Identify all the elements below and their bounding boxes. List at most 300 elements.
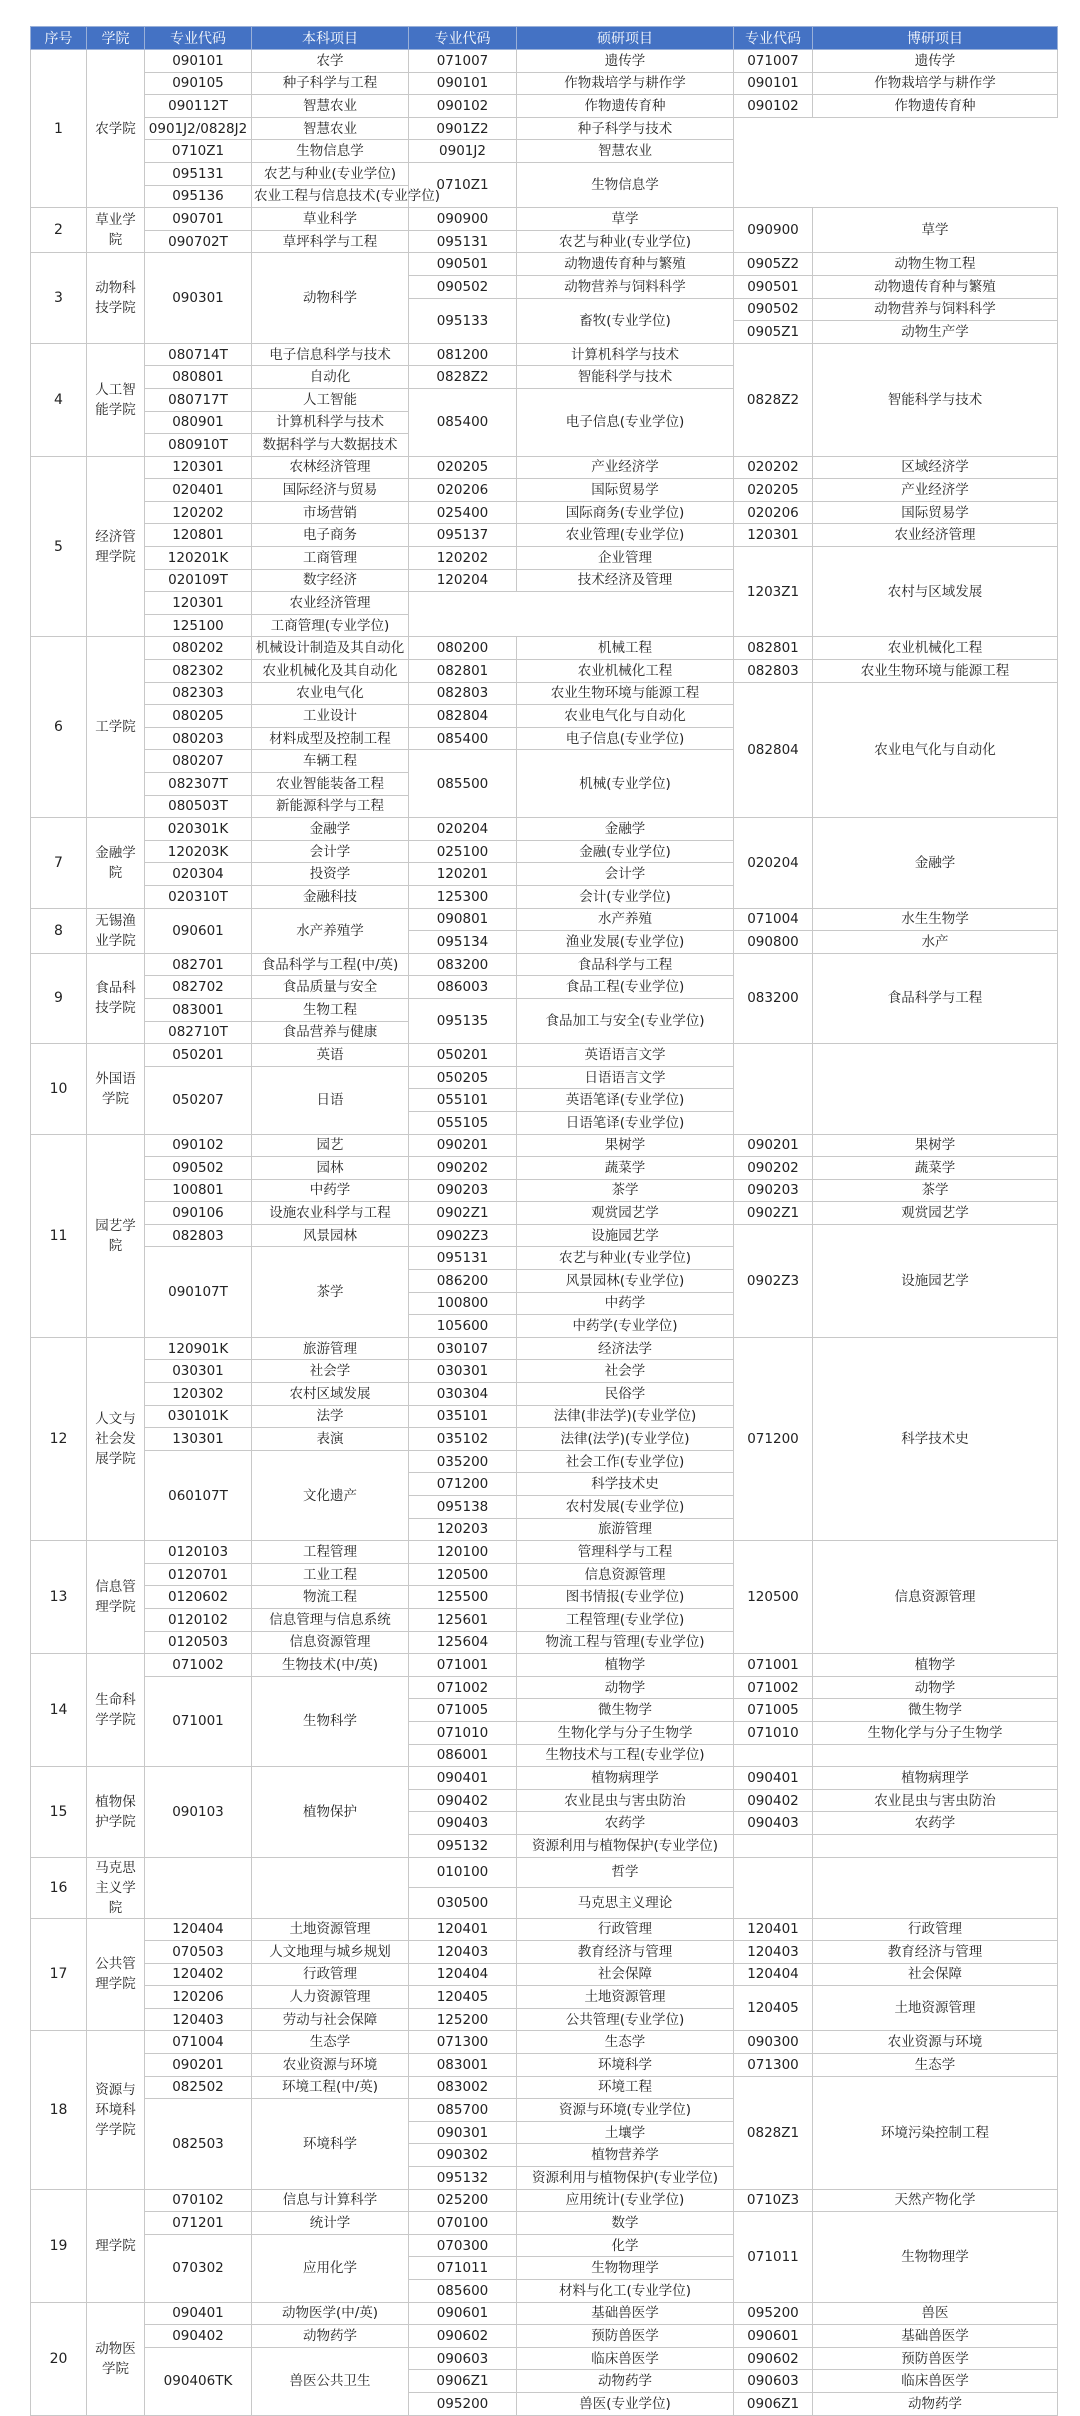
college-name-cell: 植物保护学院 xyxy=(87,1767,145,1857)
ms-code-cell: 090501 xyxy=(409,253,517,276)
phd-program-cell: 天然产物化学 xyxy=(813,2189,1058,2212)
ms-code-cell: 030107 xyxy=(409,1337,517,1360)
table-row xyxy=(31,660,1058,683)
ms-code-cell: 120500 xyxy=(409,1563,517,1586)
phd-program-cell xyxy=(813,1834,1058,1857)
ug-code-cell: 090112T xyxy=(145,95,252,118)
seq-cell: 1 xyxy=(31,50,87,208)
ms-code-cell: 095134 xyxy=(409,931,517,954)
table-row xyxy=(31,1134,1058,1157)
table-row xyxy=(31,2212,1058,2235)
phd-code-cell: 120404 xyxy=(734,1963,813,1986)
ug-program-cell: 动物医学(中/英) xyxy=(252,2302,409,2325)
ms-program-cell: 农业电气化与自动化 xyxy=(517,705,734,728)
seq-cell: 3 xyxy=(31,253,87,343)
seq-cell: 2 xyxy=(31,208,87,253)
ms-program-cell: 金融学 xyxy=(517,818,734,841)
ms-code-cell: 0828Z2 xyxy=(409,366,517,389)
seq-cell: 14 xyxy=(31,1654,87,1767)
ug-code-cell xyxy=(145,1857,252,1918)
phd-code-cell: 071007 xyxy=(734,50,813,73)
ug-program-cell: 环境工程(中/英) xyxy=(252,2076,409,2099)
ms-program-cell: 日语笔译(专业学位) xyxy=(517,1111,734,1134)
ms-code-cell: 095132 xyxy=(409,2167,517,2190)
ms-code-cell: 095133 xyxy=(409,298,517,343)
phd-program-cell: 茶学 xyxy=(813,1179,1058,1202)
ms-code-cell: 085700 xyxy=(409,2099,517,2122)
phd-code-cell: 082804 xyxy=(734,682,813,818)
ms-code-cell: 095138 xyxy=(409,1496,517,1519)
table-row xyxy=(31,908,1058,931)
ug-code-cell: 120301 xyxy=(145,456,252,479)
ms-code-cell: 120202 xyxy=(409,547,517,570)
ms-code-cell: 090401 xyxy=(409,1767,517,1790)
ms-program-cell: 动物营养与饲料科学 xyxy=(517,275,734,298)
ug-program-cell: 工商管理 xyxy=(252,547,409,570)
college-name-cell: 外国语学院 xyxy=(87,1044,145,1134)
ug-program-cell: 食品营养与健康 xyxy=(252,1021,409,1044)
ms-program-cell: 农药学 xyxy=(517,1812,734,1835)
ug-code-cell: 0120102 xyxy=(145,1608,252,1631)
phd-code-cell: 090102 xyxy=(734,95,813,118)
seq-cell: 4 xyxy=(31,343,87,456)
ms-program-cell: 英语笔译(专业学位) xyxy=(517,1089,734,1112)
ms-code-cell: 120401 xyxy=(409,1918,517,1941)
phd-code-cell xyxy=(734,1857,813,1918)
ms-code-cell: 085500 xyxy=(409,750,517,818)
ug-code-cell: 090105 xyxy=(145,72,252,95)
table-row xyxy=(31,456,1058,479)
table-row xyxy=(31,818,1058,841)
table-row xyxy=(31,1918,1058,1941)
ms-code-cell: 086003 xyxy=(409,976,517,999)
ms-program-cell: 工商管理(专业学位) xyxy=(252,614,409,637)
table-row xyxy=(31,72,1058,95)
ms-program-cell: 机械工程 xyxy=(517,637,734,660)
ug-code-cell: 071002 xyxy=(145,1654,252,1677)
table-row xyxy=(31,1202,1058,1225)
ug-program-cell: 信息资源管理 xyxy=(252,1631,409,1654)
ug-code-cell: 083001 xyxy=(145,998,252,1021)
ug-code-cell: 080503T xyxy=(145,795,252,818)
phd-code-cell: 090401 xyxy=(734,1767,813,1790)
table-row xyxy=(31,1767,1058,1790)
ug-code-cell: 082307T xyxy=(145,773,252,796)
ug-code-cell: 090502 xyxy=(145,1157,252,1180)
phd-program-cell: 行政管理 xyxy=(813,1918,1058,1941)
ms-code-cell: 100800 xyxy=(409,1292,517,1315)
ms-program-cell: 微生物学 xyxy=(517,1699,734,1722)
ug-code-cell: 020109T xyxy=(145,569,252,592)
ms-code-cell: 071007 xyxy=(409,50,517,73)
phd-program-cell: 作物遗传育种 xyxy=(813,95,1058,118)
header-ms-program: 硕研项目 xyxy=(517,27,734,50)
ms-code-cell: 0906Z1 xyxy=(409,2370,517,2393)
ms-code-cell: 050201 xyxy=(409,1044,517,1067)
ms-program-cell: 国际贸易学 xyxy=(517,479,734,502)
ug-code-cell: 120403 xyxy=(145,2008,252,2031)
ms-code-cell: 120404 xyxy=(409,1963,517,1986)
phd-code-cell: 090402 xyxy=(734,1789,813,1812)
phd-code-cell: 090201 xyxy=(734,1134,813,1157)
ug-program-cell: 新能源科学与工程 xyxy=(252,795,409,818)
ug-code-cell: 120203K xyxy=(145,840,252,863)
ug-code-cell: 120402 xyxy=(145,1963,252,1986)
phd-program-cell: 基础兽医学 xyxy=(813,2325,1058,2348)
ms-program-cell: 物流工程与管理(专业学位) xyxy=(517,1631,734,1654)
ug-program-cell: 会计学 xyxy=(252,840,409,863)
phd-program-cell: 临床兽医学 xyxy=(813,2370,1058,2393)
table-row xyxy=(31,1654,1058,1677)
ms-program-cell: 会计(专业学位) xyxy=(517,885,734,908)
ms-program-cell: 产业经济学 xyxy=(517,456,734,479)
phd-code-cell: 071010 xyxy=(734,1721,813,1744)
ug-program-cell: 风景园林 xyxy=(252,1224,409,1247)
ug-program-cell: 生物科学 xyxy=(252,1676,409,1766)
ms-code-cell: 090203 xyxy=(409,1179,517,1202)
ug-code-cell: 030101K xyxy=(145,1405,252,1428)
ug-code-cell: 020301K xyxy=(145,818,252,841)
phd-code-cell: 0901J2 xyxy=(409,140,517,163)
ms-code-cell: 086001 xyxy=(409,1744,517,1767)
phd-program-cell: 国际贸易学 xyxy=(813,501,1058,524)
ug-program-cell: 市场营销 xyxy=(252,501,409,524)
table-row xyxy=(31,140,1058,163)
phd-code-cell: 0710Z1 xyxy=(409,162,517,207)
phd-code-cell: 020205 xyxy=(734,479,813,502)
college-name-cell: 马克思主义学院 xyxy=(87,1857,145,1918)
phd-code-cell: 120500 xyxy=(734,1541,813,1654)
ms-code-cell: 090900 xyxy=(409,208,517,231)
ug-code-cell: 120201K xyxy=(145,547,252,570)
header-row xyxy=(31,27,1058,50)
seq-cell: 13 xyxy=(31,1541,87,1654)
phd-program-cell: 农业经济管理 xyxy=(813,524,1058,547)
ms-program-cell: 法律(法学)(专业学位) xyxy=(517,1428,734,1451)
table-row xyxy=(31,2031,1058,2054)
ug-program-cell: 计算机科学与技术 xyxy=(252,411,409,434)
ms-code-cell: 035102 xyxy=(409,1428,517,1451)
ug-program-cell: 国际经济与贸易 xyxy=(252,479,409,502)
ms-program-cell: 应用统计(专业学位) xyxy=(517,2189,734,2212)
ms-program-cell: 生物信息学 xyxy=(252,140,409,163)
ms-code-cell: 071011 xyxy=(409,2257,517,2280)
ms-code-cell: 095131 xyxy=(409,1247,517,1270)
ms-program-cell: 作物栽培学与耕作学 xyxy=(517,72,734,95)
table-row xyxy=(31,162,1058,185)
ms-program-cell: 行政管理 xyxy=(517,1918,734,1941)
phd-code-cell: 0905Z2 xyxy=(734,253,813,276)
ms-code-cell: 090603 xyxy=(409,2347,517,2370)
phd-code-cell: 120403 xyxy=(734,1941,813,1964)
ms-program-cell: 法律(非法学)(专业学位) xyxy=(517,1405,734,1428)
college-name-cell: 人文与社会发展学院 xyxy=(87,1337,145,1540)
ug-program-cell: 电子商务 xyxy=(252,524,409,547)
table-row xyxy=(31,524,1058,547)
ms-program-cell: 食品工程(专业学位) xyxy=(517,976,734,999)
phd-program-cell: 土地资源管理 xyxy=(813,1986,1058,2031)
ms-program-cell: 中药学 xyxy=(517,1292,734,1315)
phd-program-cell: 动物药学 xyxy=(813,2392,1058,2415)
phd-program-cell: 食品科学与工程 xyxy=(813,953,1058,1043)
ms-code-cell: 095136 xyxy=(145,185,252,208)
ms-code-cell: 090602 xyxy=(409,2325,517,2348)
ms-code-cell: 080200 xyxy=(409,637,517,660)
ug-code-cell: 070302 xyxy=(145,2234,252,2302)
ms-code-cell: 125500 xyxy=(409,1586,517,1609)
ug-code-cell: 120901K xyxy=(145,1337,252,1360)
phd-code-cell: 071200 xyxy=(734,1337,813,1540)
seq-cell: 7 xyxy=(31,818,87,908)
college-name-cell: 园艺学院 xyxy=(87,1134,145,1337)
ms-program-cell: 民俗学 xyxy=(517,1383,734,1406)
ug-program-cell: 金融科技 xyxy=(252,885,409,908)
ug-code-cell: 0120602 xyxy=(145,1586,252,1609)
ms-code-cell: 010100 xyxy=(409,1857,517,1888)
ug-program-cell: 旅游管理 xyxy=(252,1337,409,1360)
ug-program-cell: 法学 xyxy=(252,1405,409,1428)
ms-code-cell: 0710Z1 xyxy=(145,140,252,163)
ms-code-cell: 035101 xyxy=(409,1405,517,1428)
table-row xyxy=(31,2189,1058,2212)
ms-program-cell: 资源与环境(专业学位) xyxy=(517,2099,734,2122)
seq-cell: 17 xyxy=(31,1918,87,2031)
ms-program-cell: 遗传学 xyxy=(517,50,734,73)
ms-program-cell: 经济法学 xyxy=(517,1337,734,1360)
ms-program-cell: 动物药学 xyxy=(517,2370,734,2393)
table-row xyxy=(31,682,1058,705)
ms-code-cell: 125604 xyxy=(409,1631,517,1654)
ug-program-cell: 人工智能 xyxy=(252,388,409,411)
phd-code-cell: 083200 xyxy=(734,953,813,1043)
ms-program-cell: 旅游管理 xyxy=(517,1518,734,1541)
seq-cell: 5 xyxy=(31,456,87,637)
ug-program-cell: 动物药学 xyxy=(252,2325,409,2348)
ug-program-cell xyxy=(252,1857,409,1918)
ms-program-cell: 农业昆虫与害虫防治 xyxy=(517,1789,734,1812)
ug-code-cell: 070102 xyxy=(145,2189,252,2212)
major-program-table xyxy=(30,26,1058,2416)
ms-code-cell: 120100 xyxy=(409,1541,517,1564)
ug-program-cell: 劳动与社会保障 xyxy=(252,2008,409,2031)
ms-program-cell: 风景园林(专业学位) xyxy=(517,1270,734,1293)
ms-program-cell: 土壤学 xyxy=(517,2121,734,2144)
ug-program-cell: 工业设计 xyxy=(252,705,409,728)
table-row xyxy=(31,1941,1058,1964)
ms-code-cell: 083200 xyxy=(409,953,517,976)
ms-code-cell: 125100 xyxy=(145,614,252,637)
ug-program-cell: 工业工程 xyxy=(252,1563,409,1586)
phd-program-cell: 科学技术史 xyxy=(813,1337,1058,1540)
phd-program-cell: 农业昆虫与害虫防治 xyxy=(813,1789,1058,1812)
table-row xyxy=(31,2054,1058,2077)
ug-code-cell: 090402 xyxy=(145,2325,252,2348)
ug-program-cell: 兽医公共卫生 xyxy=(252,2347,409,2415)
college-name-cell: 公共管理学院 xyxy=(87,1918,145,2031)
ms-code-cell: 055101 xyxy=(409,1089,517,1112)
ms-program-cell: 农业管理(专业学位) xyxy=(517,524,734,547)
ms-program-cell: 农艺与种业(专业学位) xyxy=(517,230,734,253)
college-name-cell: 资源与环境科学学院 xyxy=(87,2031,145,2189)
ug-code-cell: 080717T xyxy=(145,388,252,411)
table-row xyxy=(31,2347,1058,2370)
seq-cell: 19 xyxy=(31,2189,87,2302)
table-row xyxy=(31,1676,1058,1699)
phd-code-cell: 071300 xyxy=(734,2054,813,2077)
ms-code-cell: 095131 xyxy=(145,162,252,185)
ug-code-cell: 0120701 xyxy=(145,1563,252,1586)
phd-code-cell: 090602 xyxy=(734,2347,813,2370)
ms-code-cell: 120204 xyxy=(409,569,517,592)
phd-program-cell: 产业经济学 xyxy=(813,479,1058,502)
ug-program-cell: 园艺 xyxy=(252,1134,409,1157)
ug-code-cell: 0120103 xyxy=(145,1541,252,1564)
phd-code-cell: 120301 xyxy=(734,524,813,547)
phd-program-cell: 教育经济与管理 xyxy=(813,1941,1058,1964)
ms-program-cell: 食品科学与工程 xyxy=(517,953,734,976)
ug-code-cell: 090107T xyxy=(145,1247,252,1337)
ms-code-cell: 090601 xyxy=(409,2302,517,2325)
ms-program-cell: 马克思主义理论 xyxy=(517,1888,734,1919)
ms-program-cell: 图书情报(专业学位) xyxy=(517,1586,734,1609)
phd-code-cell: 082801 xyxy=(734,637,813,660)
college-name-cell: 生命科学学院 xyxy=(87,1654,145,1767)
phd-code-cell: 090800 xyxy=(734,931,813,954)
phd-program-cell xyxy=(813,1044,1058,1134)
ms-program-cell: 计算机科学与技术 xyxy=(517,343,734,366)
ms-code-cell: 090502 xyxy=(409,275,517,298)
phd-program-cell: 生物物理学 xyxy=(813,2212,1058,2302)
ug-program-cell: 农林经济管理 xyxy=(252,456,409,479)
ms-program-cell: 金融(专业学位) xyxy=(517,840,734,863)
ug-program-cell: 植物保护 xyxy=(252,1767,409,1857)
table-row xyxy=(31,637,1058,660)
phd-code-cell xyxy=(734,1834,813,1857)
ms-code-cell: 095200 xyxy=(409,2392,517,2415)
ms-code-cell: 085600 xyxy=(409,2280,517,2303)
ms-program-cell: 日语语言文学 xyxy=(517,1066,734,1089)
phd-program-cell: 生物化学与分子生物学 xyxy=(813,1721,1058,1744)
ms-code-cell: 020205 xyxy=(409,456,517,479)
ug-program-cell: 人文地理与城乡规划 xyxy=(252,1941,409,1964)
ms-program-cell: 数学 xyxy=(517,2212,734,2235)
college-name-cell: 无锡渔业学院 xyxy=(87,908,145,953)
phd-program-cell: 区域经济学 xyxy=(813,456,1058,479)
ug-code-cell: 082710T xyxy=(145,1021,252,1044)
ms-program-cell: 畜牧(专业学位) xyxy=(517,298,734,343)
ug-code-cell: 090406TK xyxy=(145,2347,252,2415)
college-name-cell: 人工智能学院 xyxy=(87,343,145,456)
ug-code-cell: 080207 xyxy=(145,750,252,773)
phd-program-cell: 果树学 xyxy=(813,1134,1058,1157)
phd-program-cell: 种子科学与技术 xyxy=(517,117,734,140)
phd-code-cell: 090501 xyxy=(734,275,813,298)
phd-code-cell: 095200 xyxy=(734,2302,813,2325)
phd-program-cell xyxy=(813,1744,1058,1767)
phd-code-cell: 090203 xyxy=(734,1179,813,1202)
ms-code-cell: 0901J2/0828J2 xyxy=(145,117,252,140)
header-phd-code: 专业代码 xyxy=(734,27,813,50)
ms-code-cell: 020204 xyxy=(409,818,517,841)
phd-code-cell: 071002 xyxy=(734,1676,813,1699)
seq-cell: 11 xyxy=(31,1134,87,1337)
ms-program-cell: 哲学 xyxy=(517,1857,734,1888)
table-row xyxy=(31,253,1058,276)
ug-program-cell: 草业科学 xyxy=(252,208,409,231)
phd-program-cell: 设施园艺学 xyxy=(813,1224,1058,1337)
ms-code-cell: 025100 xyxy=(409,840,517,863)
phd-program-cell: 生态学 xyxy=(813,2054,1058,2077)
ms-program-cell: 设施园艺学 xyxy=(517,1224,734,1247)
ug-program-cell: 信息管理与信息系统 xyxy=(252,1608,409,1631)
ug-program-cell: 动物科学 xyxy=(252,253,409,343)
table-row xyxy=(31,208,1058,231)
ms-code-cell: 071010 xyxy=(409,1721,517,1744)
ms-code-cell: 0902Z3 xyxy=(409,1224,517,1247)
phd-code-cell: 090601 xyxy=(734,2325,813,2348)
ms-program-cell: 生物物理学 xyxy=(517,2257,734,2280)
ug-program-cell: 茶学 xyxy=(252,1247,409,1337)
ug-code-cell: 080801 xyxy=(145,366,252,389)
ug-code-cell: 080205 xyxy=(145,705,252,728)
ug-code-cell: 120202 xyxy=(145,501,252,524)
table-row xyxy=(31,1857,1058,1888)
ms-program-cell: 农业机械化工程 xyxy=(517,660,734,683)
ms-program-cell: 中药学(专业学位) xyxy=(517,1315,734,1338)
ug-program-cell: 智慧农业 xyxy=(252,95,409,118)
ms-code-cell: 090201 xyxy=(409,1134,517,1157)
table-row xyxy=(31,343,1058,366)
phd-code-cell: 082803 xyxy=(734,660,813,683)
ms-program-cell: 科学技术史 xyxy=(517,1473,734,1496)
phd-code-cell: 071005 xyxy=(734,1699,813,1722)
ug-program-cell: 农业机械化及其自动化 xyxy=(252,660,409,683)
college-name-cell: 农学院 xyxy=(87,50,145,208)
phd-program-cell: 蔬菜学 xyxy=(813,1157,1058,1180)
ms-program-cell: 茶学 xyxy=(517,1179,734,1202)
ug-code-cell: 020310T xyxy=(145,885,252,908)
ms-code-cell: 035200 xyxy=(409,1450,517,1473)
ms-code-cell: 125601 xyxy=(409,1608,517,1631)
header-ug-program: 本科项目 xyxy=(252,27,409,50)
phd-code-cell: 071004 xyxy=(734,908,813,931)
ms-program-cell: 会计学 xyxy=(517,863,734,886)
ug-program-cell: 农业电气化 xyxy=(252,682,409,705)
ug-code-cell: 071001 xyxy=(145,1676,252,1766)
table-row xyxy=(31,1179,1058,1202)
ms-program-cell: 管理科学与工程 xyxy=(517,1541,734,1564)
ms-code-cell: 071200 xyxy=(409,1473,517,1496)
phd-program-cell: 农药学 xyxy=(813,1812,1058,1835)
table-row xyxy=(31,2302,1058,2325)
ms-program-cell: 企业管理 xyxy=(517,547,734,570)
seq-cell: 6 xyxy=(31,637,87,818)
ug-program-cell: 中药学 xyxy=(252,1179,409,1202)
phd-code-cell: 0828Z1 xyxy=(734,2076,813,2189)
ug-program-cell: 数据科学与大数据技术 xyxy=(252,434,409,457)
ms-program-cell: 生物技术与工程(专业学位) xyxy=(517,1744,734,1767)
ug-code-cell: 090601 xyxy=(145,908,252,953)
phd-code-cell: 090502 xyxy=(734,298,813,321)
ug-code-cell: 090106 xyxy=(145,1202,252,1225)
phd-code-cell: 090403 xyxy=(734,1812,813,1835)
phd-code-cell: 120401 xyxy=(734,1918,813,1941)
ug-code-cell: 120206 xyxy=(145,1986,252,2009)
ms-program-cell: 生态学 xyxy=(517,2031,734,2054)
ms-program-cell: 教育经济与管理 xyxy=(517,1941,734,1964)
ug-program-cell: 表演 xyxy=(252,1428,409,1451)
ms-program-cell: 农艺与种业(专业学位) xyxy=(252,162,409,185)
